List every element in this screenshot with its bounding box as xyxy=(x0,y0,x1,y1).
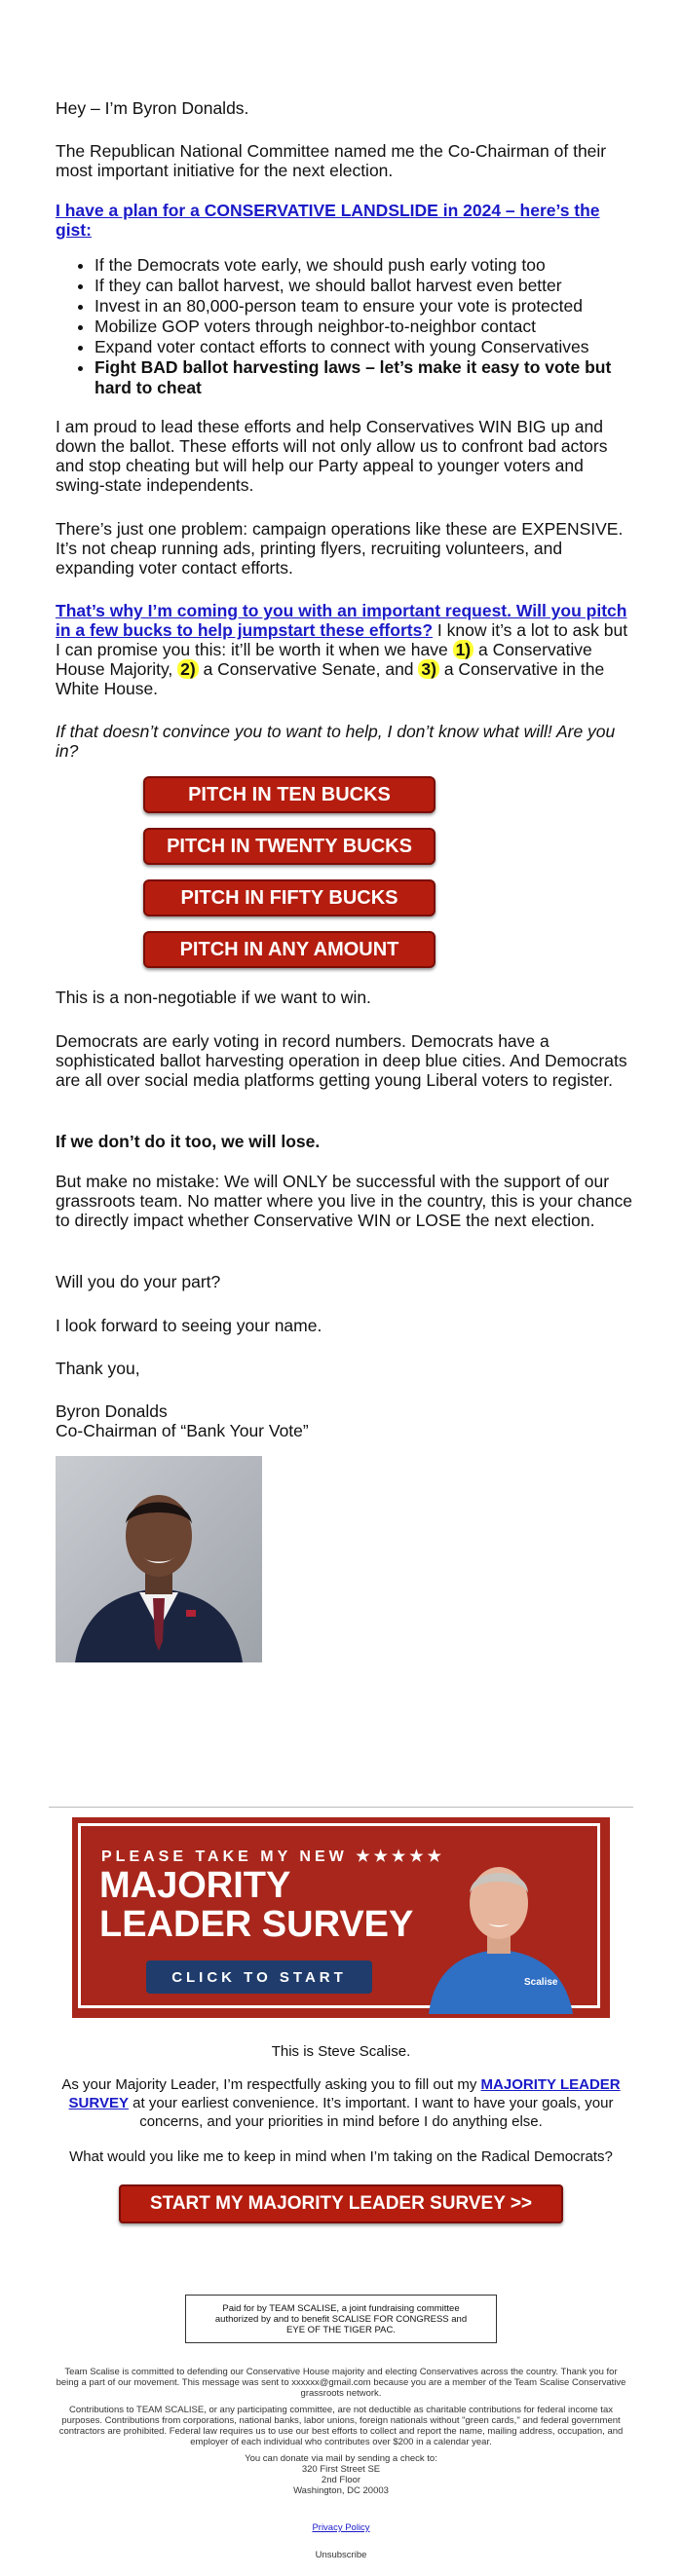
unsubscribe-link[interactable]: Unsubscribe xyxy=(315,2550,367,2560)
do-your-part-text: Will you do your part? xyxy=(56,1272,221,1291)
byron-donalds-photo xyxy=(56,1456,262,1662)
problem-paragraph: There’s just one problem: campaign operations like these are EXPENSIVE. It’s not cheap running ads, printing flyers, recruiting volunteers, and expanding voter contact efforts. xyxy=(56,519,624,578)
banner-headline xyxy=(99,1866,413,1944)
signature-name: Byron Donalds xyxy=(56,1401,168,1421)
shirt-logo: Scalise xyxy=(524,1977,558,1988)
disclaimer-text: Team Scalise is committed to defending our Conservative House majority and electing Conservatives across the country. Thank you for being a part of our movement. This message was sent to xxxxxx@gmail.com because you are a member of the Team Scalise Conservative grassroots network. xyxy=(56,2367,626,2399)
thank-you-text: Thank you, xyxy=(56,1359,140,1378)
pitch-ten-button[interactable]: PITCH IN TEN BUCKS xyxy=(143,776,436,813)
highlight-number: 1) xyxy=(453,640,474,659)
ask-paragraph xyxy=(56,601,634,698)
contribution-disclaimer: Contributions to TEAM SCALISE, or any participating committee, are not deductible as charitable contributions for federal income tax purposes. Contributions from corporations, national banks, labor unions, foreign nationals without "green cards," and federal government contractors are prohibited. Federal law requires us to use our best efforts to collect and report the name, mailing address, occupation, and employer of each individual who contributes over $200 in a calendar year. xyxy=(58,2405,624,2447)
majority-text: at your earliest convenience. It’s important. I want to have your goals, your concerns, and your priorities in mind before I do anything else. xyxy=(128,2095,614,2130)
list-item: • If they can ballot harvest, we should ballot harvest even better xyxy=(95,276,635,296)
list-item: • Expand voter contact efforts to connect with young Conservatives xyxy=(95,337,635,357)
majority-text: As your Majority Leader, I’m respectfully asking you to fill out my xyxy=(61,2076,481,2093)
greeting-text: Hey – I’m Byron Donalds. xyxy=(56,98,249,118)
highlight-number: 3) xyxy=(418,659,439,679)
convince-paragraph: If that doesn’t convince you to want to help, I don’t know what will! Are you in? xyxy=(56,722,616,761)
signature-title: Co-Chairman of “Bank Your Vote” xyxy=(56,1421,309,1440)
steve-scalise-photo xyxy=(409,1839,585,2014)
list-item: • Fight BAD ballot harvesting laws – let’s make it easy to vote but hard to cheat xyxy=(95,357,635,398)
portrait-illustration xyxy=(56,1456,262,1662)
mail-intro: You can donate via mail by sending a check to: xyxy=(245,2453,437,2464)
proud-paragraph: I am proud to lead these efforts and help Conservatives WIN BIG up and down the ballot. These efforts will not only allow us to confront bad actors and stop cheating but will help our Party appeal to younger voters and swing-state independents. xyxy=(56,417,608,495)
banner-headline-line: LEADER SURVEY xyxy=(99,1904,414,1945)
address-line: 2nd Floor xyxy=(321,2475,361,2485)
ask-link[interactable]: That’s why I’m coming to you with an important request. Will you pitch in a few bucks to help jumpstart these efforts? xyxy=(56,601,627,640)
mailing-address xyxy=(55,2453,627,2496)
address-line: Washington, DC 20003 xyxy=(293,2485,389,2496)
scalise-intro: This is Steve Scalise. xyxy=(271,2043,411,2060)
majority-leader-survey-link[interactable]: MAJORITY LEADER SURVEY xyxy=(68,2076,621,2111)
ask-text: a Conservative Senate, and xyxy=(198,659,419,679)
highlight-number: 2) xyxy=(177,659,199,679)
ask-text: a Conservative in the White House. xyxy=(56,659,605,698)
majority-paragraph xyxy=(49,2075,633,2131)
pitch-any-amount-button[interactable]: PITCH IN ANY AMOUNT xyxy=(143,931,436,968)
mistake-paragraph: But make no mistake: We will ONLY be successful with the support of our grassroots team. No matter where you live in the country, this is your chance to directly impact whether Conservative WIN or LOSE the next election. xyxy=(56,1172,633,1230)
plan-link[interactable]: I have a plan for a CONSERVATIVE LANDSLIDE in 2024 – here’s the gist: xyxy=(56,201,600,240)
democrats-paragraph: Democrats are early voting in record numbers. Democrats have a sophisticated ballot harvesting operation in deep blue cities. And Democrats are all over social media platforms getting young Liberal voters to register. xyxy=(56,1031,627,1090)
lose-text: If we don’t do it too, we will lose. xyxy=(56,1132,321,1151)
banner-kicker: PLEASE TAKE MY NEW ★★★★★ xyxy=(101,1848,445,1865)
ask-text: I know it’s a lot to ask but I can promise you this: it’ll be worth it when we have xyxy=(56,620,628,659)
list-item: • If the Democrats vote early, we should push early voting too xyxy=(95,255,635,276)
survey-banner[interactable] xyxy=(72,1817,610,2018)
remind-question: What would you like me to keep in mind when I’m taking on the Radical Democrats? xyxy=(69,2148,613,2165)
start-survey-button[interactable]: START MY MAJORITY LEADER SURVEY >> xyxy=(119,2184,563,2223)
pitch-twenty-button[interactable]: PITCH IN TWENTY BUCKS xyxy=(143,828,436,865)
nonnegotiable-text: This is a non-negotiable if we want to win. xyxy=(56,988,371,1007)
privacy-policy-link[interactable]: Privacy Policy xyxy=(312,2522,370,2533)
rnc-paragraph: The Republican National Committee named me the Co-Chairman of their most important initiative for the next election. xyxy=(56,141,607,180)
list-item: • Mobilize GOP voters through neighbor-to-neighbor contact xyxy=(95,317,635,337)
banner-click-to-start-button[interactable]: CLICK TO START xyxy=(146,1960,372,1994)
list-item: • Invest in an 80,000-person team to ensure your vote is protected xyxy=(95,296,635,317)
pitch-fifty-button[interactable]: PITCH IN FIFTY BUCKS xyxy=(143,879,436,916)
banner-headline-line: MAJORITY xyxy=(99,1865,291,1906)
section-divider xyxy=(49,1807,633,1808)
paid-for-by-box: Paid for by TEAM SCALISE, a joint fundraising committee authorized by and to benefit SCALISE FOR CONGRESS and EYE OF THE TIGER PAC. xyxy=(185,2295,497,2343)
plan-list xyxy=(56,255,635,398)
ask-text: a Conservative House Majority, xyxy=(56,640,592,679)
address-line: 320 First Street SE xyxy=(301,2464,381,2475)
signature xyxy=(56,1401,309,1440)
look-forward-text: I look forward to seeing your name. xyxy=(56,1316,322,1335)
